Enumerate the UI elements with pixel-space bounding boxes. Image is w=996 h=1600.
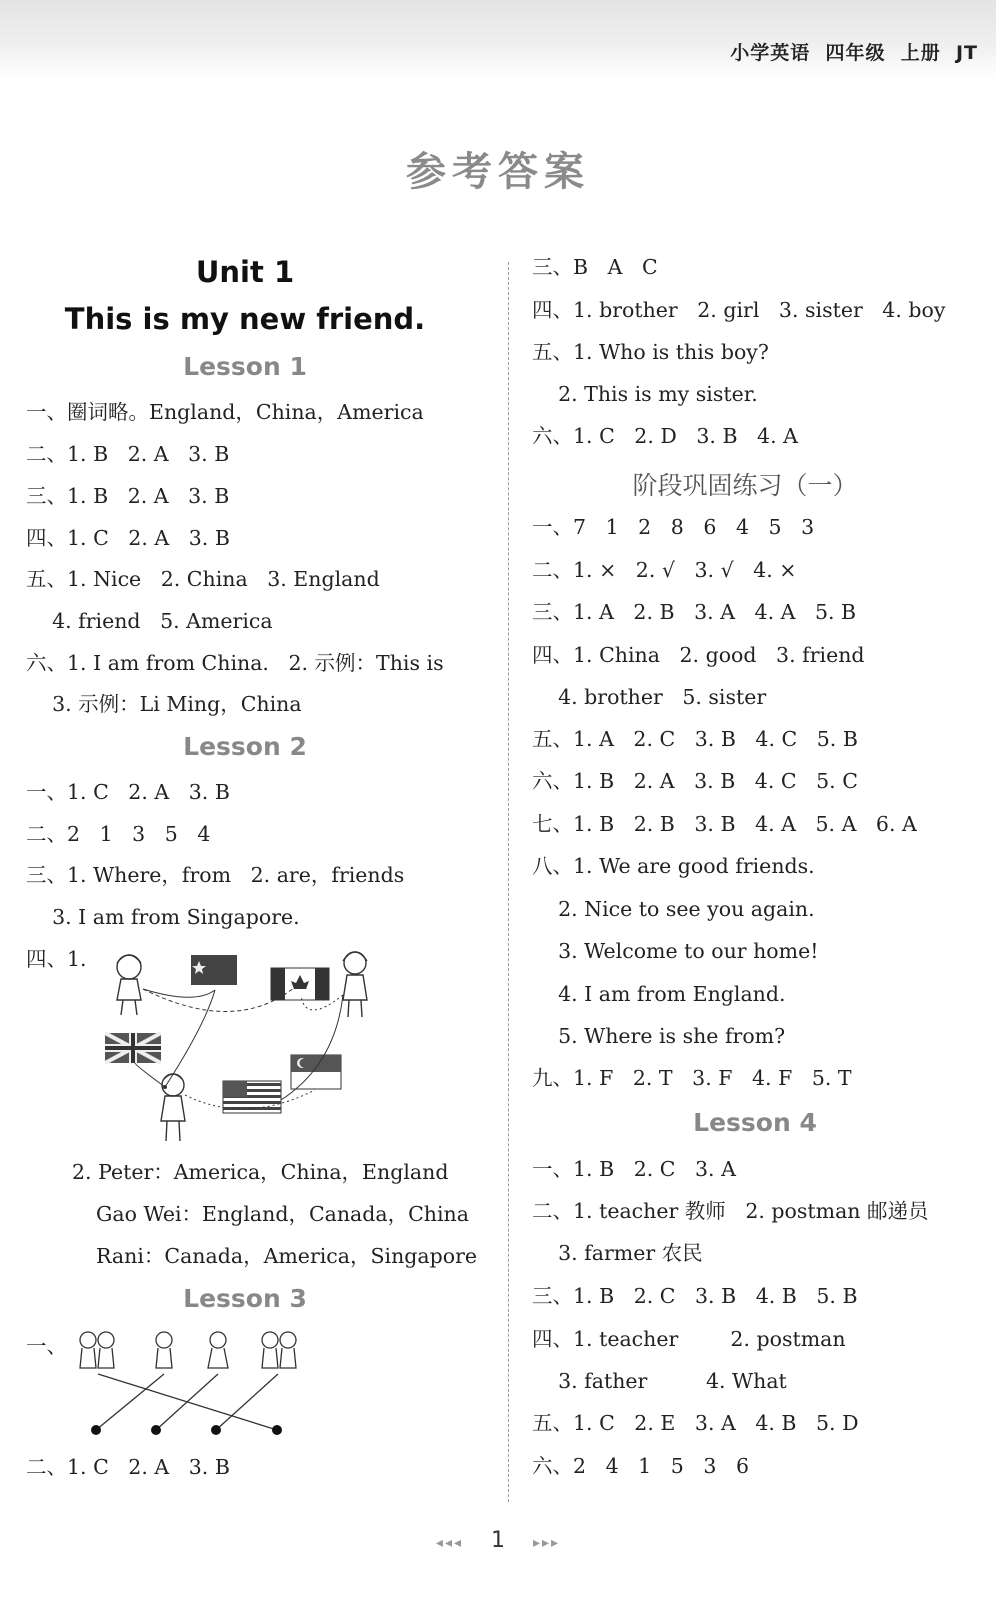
unit-subtitle: This is my new friend. <box>64 302 426 336</box>
girl-figure-icon <box>117 955 141 1015</box>
boy-figure-icon <box>161 1074 185 1141</box>
prev-arrows-icon: ◂◂◂ <box>435 1535 464 1551</box>
unit-title: Unit 1 <box>195 255 295 289</box>
answer-line: 二、1. B 2. A 3. B <box>26 442 230 466</box>
girl-figure-icon <box>343 952 367 1017</box>
kids-matching-illustration <box>72 1328 312 1443</box>
page-number: 1 <box>491 1528 505 1553</box>
review-title: 阶段巩固练习（一） <box>632 471 858 500</box>
lesson-4-title: Lesson 4 <box>693 1108 817 1137</box>
answer-line: 4. I am from England. <box>532 982 786 1006</box>
answer-line: 4. brother 5. sister <box>532 685 767 709</box>
answer-line: 一、7 1 2 8 6 4 5 3 <box>532 515 815 539</box>
answer-line: 三、1. Where，from 2. are，friends <box>26 863 405 887</box>
boy-figure-icon <box>156 1332 172 1368</box>
answer-line: 3. father 4. What <box>532 1369 787 1393</box>
answer-line: 四、1. China 2. good 3. friend <box>532 643 865 667</box>
matching-dots <box>91 1425 282 1435</box>
answer-line: 二、1. C 2. A 3. B <box>26 1455 230 1479</box>
answer-line: 3. farmer 农民 <box>532 1241 703 1265</box>
page-footer <box>0 1528 996 1553</box>
lesson-3-title: Lesson 3 <box>183 1284 307 1313</box>
answer-line: 五、1. C 2. E 3. A 4. B 5. D <box>532 1411 859 1435</box>
answer-line: 二、2 1 3 5 4 <box>26 822 211 846</box>
answer-line: 四、1. brother 2. girl 3. sister 4. boy <box>532 298 946 322</box>
answer-line: 三、1. B 2. A 3. B <box>26 484 230 508</box>
page-header-band <box>0 0 996 80</box>
answer-line: 2. Peter：America，China，England <box>72 1160 449 1184</box>
answer-line: 2. This is my sister. <box>532 382 758 406</box>
answer-line: 五、1. Who is this boy? <box>532 340 769 364</box>
answer-line: 一、1. C 2. A 3. B <box>26 780 230 804</box>
answer-line: 4. friend 5. America <box>26 609 273 633</box>
answer-line: 一、1. B 2. C 3. A <box>532 1157 736 1181</box>
answer-line: 八、1. We are good friends. <box>532 854 815 878</box>
answer-line: 三、B A C <box>532 255 658 279</box>
answer-line: 3. 示例：Li Ming，China <box>26 692 302 716</box>
answer-line: 九、1. F 2. T 3. F 4. F 5. T <box>532 1066 852 1090</box>
answer-line: 四、1. <box>26 947 87 971</box>
answer-line: 六、1. I am from China. 2. 示例：This is <box>26 651 444 675</box>
page-title: 参考答案 <box>406 149 590 195</box>
answer-line: 2. Nice to see you again. <box>532 897 815 921</box>
china-flag-icon <box>191 955 237 985</box>
uk-flag-icon <box>105 1033 161 1063</box>
answer-line: 六、1. B 2. A 3. B 4. C 5. C <box>532 769 858 793</box>
answer-line: Gao Wei：England，Canada，China <box>96 1202 469 1226</box>
answer-line: 3. Welcome to our home! <box>532 939 819 963</box>
answer-line: 五、1. Nice 2. China 3. England <box>26 567 380 591</box>
flag-matching-illustration <box>95 945 395 1150</box>
answer-line: 六、2 4 1 5 3 6 <box>532 1454 750 1478</box>
lesson-2-title: Lesson 2 <box>183 732 307 761</box>
answer-line: 一、圈词略。England，China，America <box>26 400 424 424</box>
answer-line: 六、1. C 2. D 3. B 4. A <box>532 424 798 448</box>
two-kids-icon <box>80 1332 114 1368</box>
answer-line: 二、1. teacher 教师 2. postman 邮递员 <box>532 1199 929 1223</box>
answer-line: 四、1. teacher 2. postman <box>532 1327 846 1351</box>
singapore-flag-icon <box>291 1055 341 1089</box>
usa-flag-icon <box>223 1081 281 1113</box>
answer-line: 三、1. A 2. B 3. A 4. A 5. B <box>532 600 857 624</box>
answer-line: 三、1. B 2. C 3. B 4. B 5. B <box>532 1284 858 1308</box>
answer-line: 3. I am from Singapore. <box>26 905 300 929</box>
column-divider <box>508 262 509 1502</box>
book-info: 小学英语 四年级 上册 JT <box>730 42 978 64</box>
lesson-1-title: Lesson 1 <box>183 352 307 381</box>
next-arrows-icon: ▸▸▸ <box>532 1535 561 1551</box>
girl-figure-icon <box>208 1332 228 1368</box>
answer-line: 四、1. C 2. A 3. B <box>26 526 230 550</box>
answer-line: 一、 <box>26 1334 67 1358</box>
canada-flag-icon <box>271 968 329 1000</box>
answer-line: Rani：Canada，America，Singapore <box>96 1244 478 1268</box>
answer-line: 七、1. B 2. B 3. B 4. A 5. A 6. A <box>532 812 917 836</box>
two-kids-icon <box>262 1332 296 1368</box>
answer-line: 5. Where is she from? <box>532 1024 786 1048</box>
answer-line: 五、1. A 2. C 3. B 4. C 5. B <box>532 727 858 751</box>
answer-line: 二、1. × 2. √ 3. √ 4. × <box>532 558 797 582</box>
